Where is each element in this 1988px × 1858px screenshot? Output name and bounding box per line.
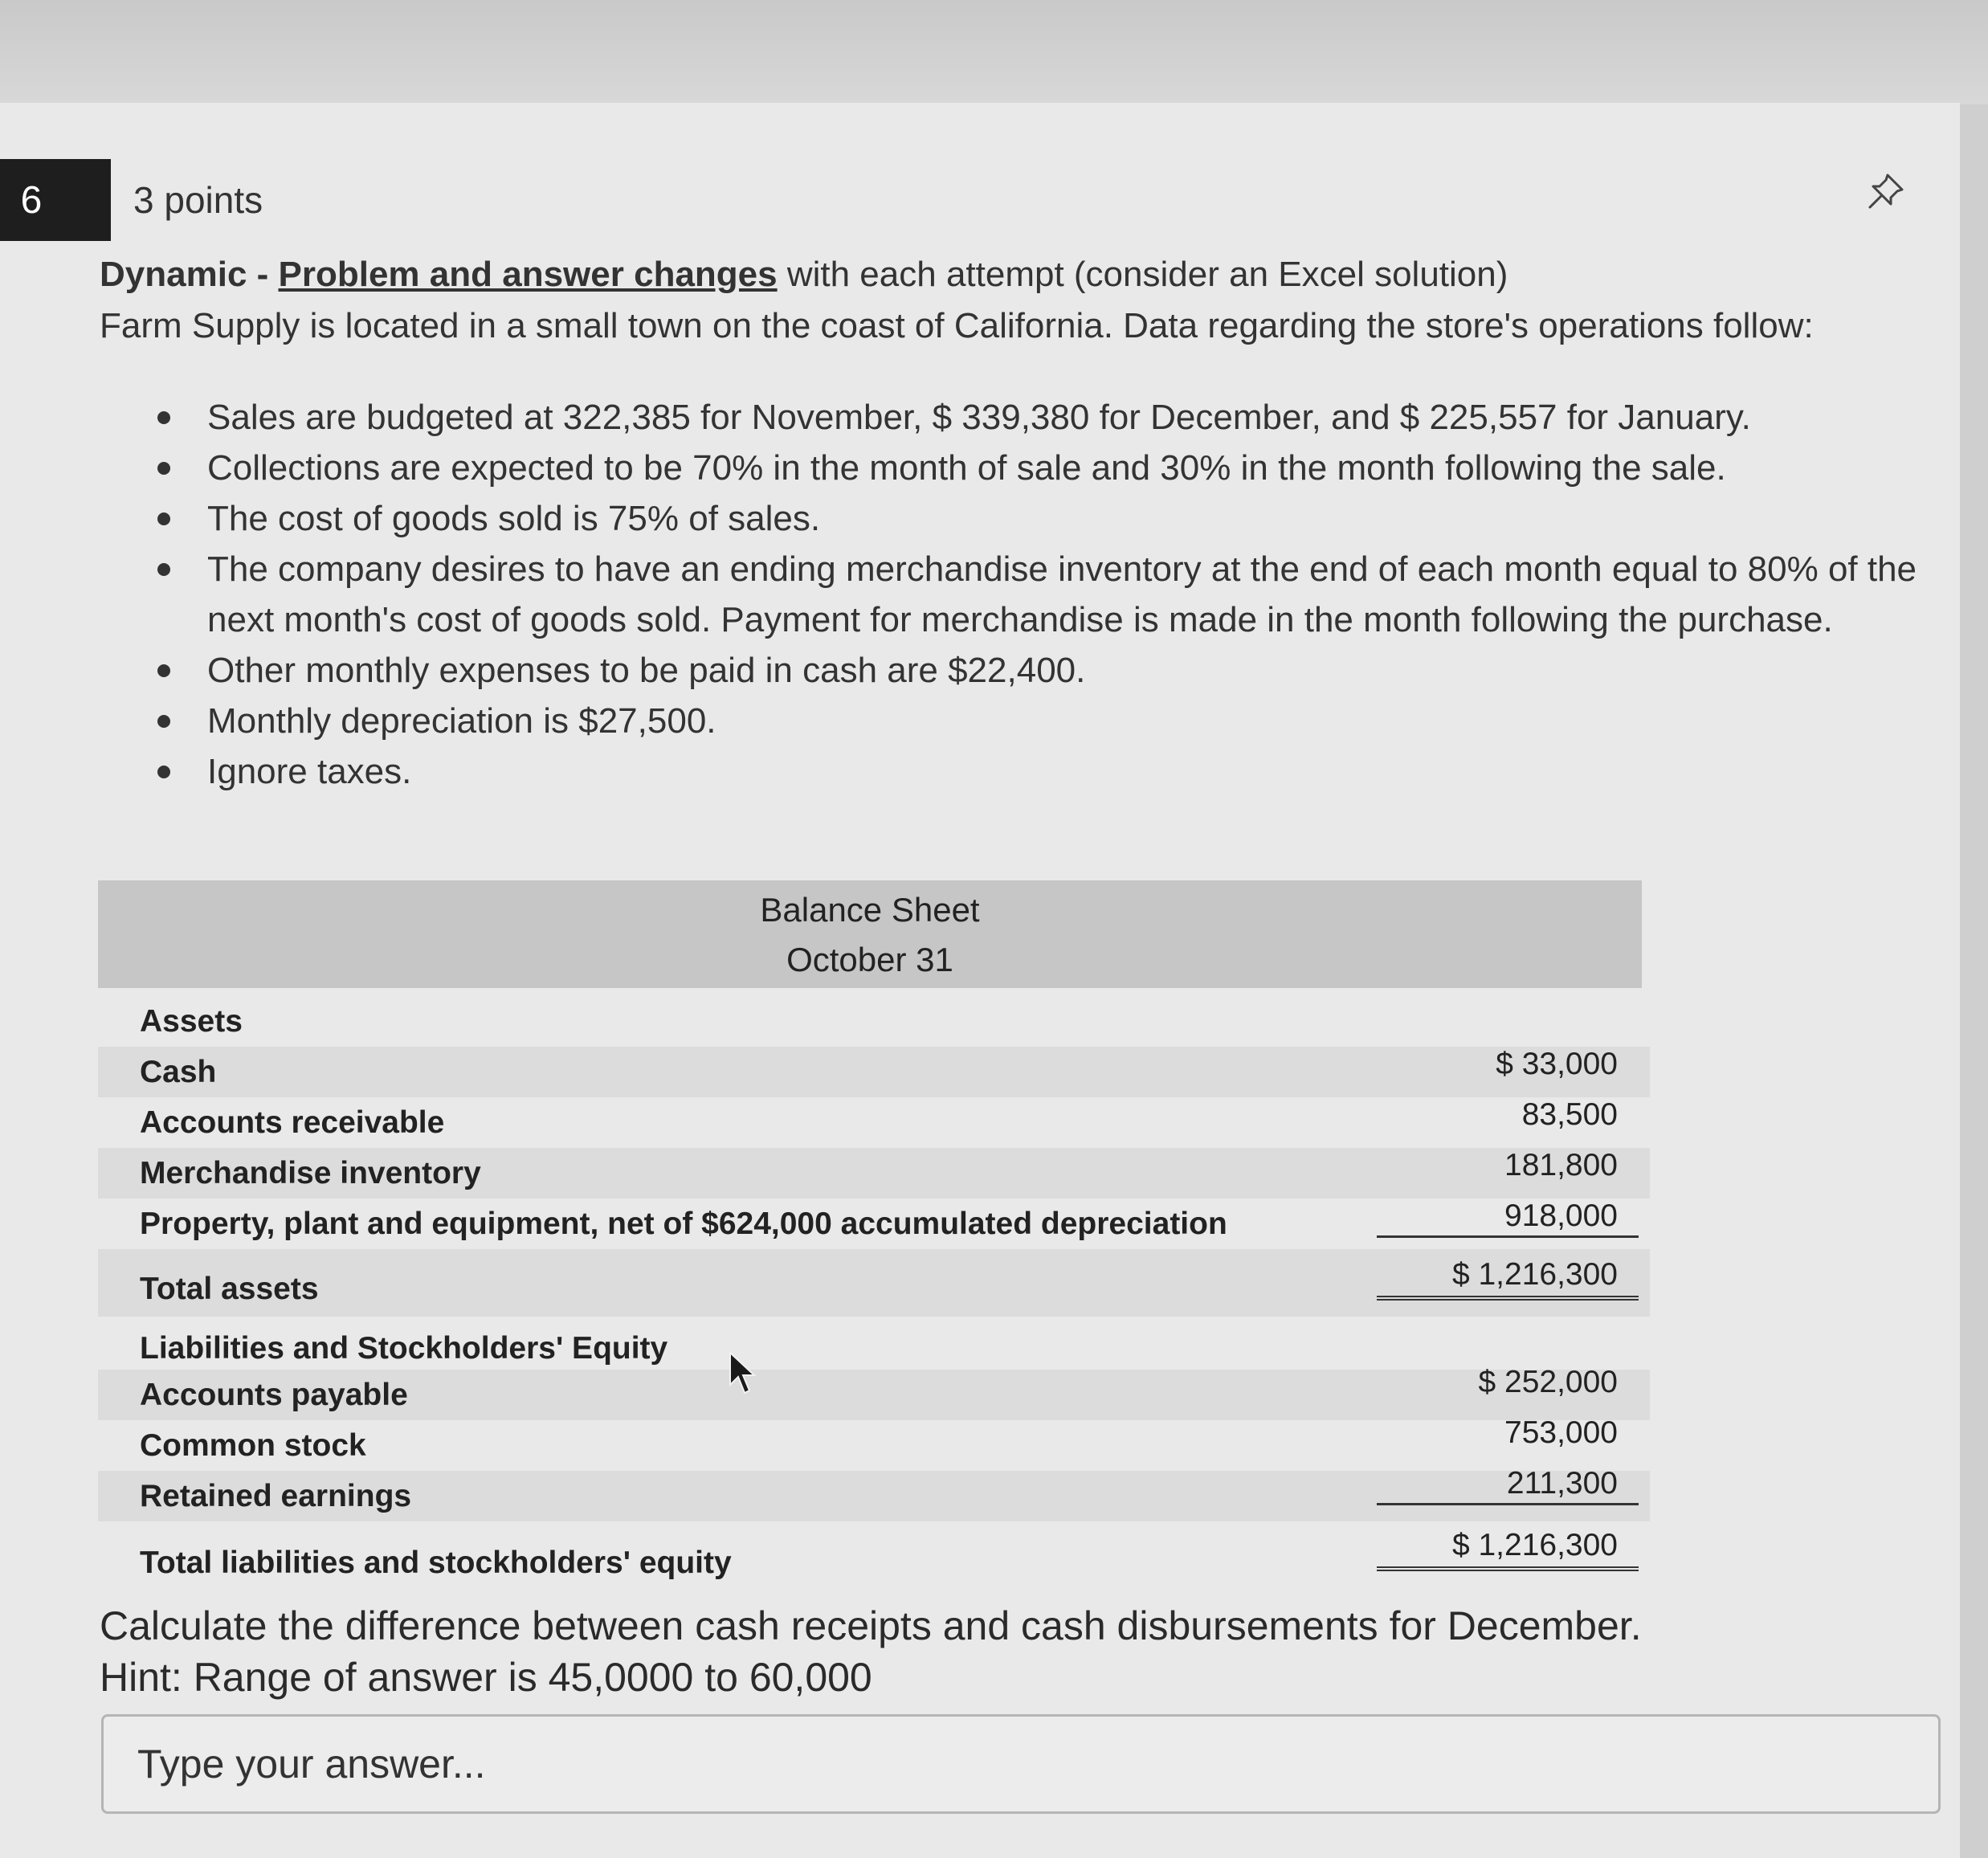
intro-prefix: Dynamic - <box>100 255 279 294</box>
table-row <box>98 1199 1650 1249</box>
table-row <box>98 1365 1650 1420</box>
screen-top-glare <box>0 0 1988 104</box>
list-item: Collections are expected to be 70% in the month of sale and 30% in the month following the sale. <box>153 443 1944 493</box>
row-label: Common stock <box>140 1428 366 1463</box>
row-label: Merchandise inventory <box>140 1156 481 1190</box>
table-row <box>98 1521 1650 1589</box>
row-amount: 918,000 <box>1377 1199 1639 1238</box>
total-assets-amount: $ 1,216,300 <box>1377 1257 1639 1301</box>
table-row <box>98 1148 1650 1199</box>
operations-data-list <box>153 392 1944 797</box>
question-prompt <box>100 1600 1642 1703</box>
answer-input[interactable] <box>101 1714 1941 1814</box>
balance-sheet-title: Balance Sheet <box>760 891 980 929</box>
intro-suffix: with each attempt (consider an Excel solution) <box>777 255 1508 294</box>
row-label: Accounts receivable <box>140 1105 445 1140</box>
row-label: Accounts payable <box>140 1378 408 1412</box>
list-item: The company desires to have an ending merchandise inventory at the end of each month equal to 80% of the next month's cost of goods sold. Payment for merchandise is made in the month following the purchase. <box>153 544 1944 645</box>
table-row <box>98 1047 1650 1097</box>
prompt-line: Calculate the difference between cash receipts and cash disbursements for December. <box>100 1603 1642 1648</box>
list-item: Other monthly expenses to be paid in cash are $22,400. <box>153 645 1944 696</box>
balance-sheet-header <box>98 880 1642 988</box>
table-row <box>98 1415 1650 1471</box>
row-amount: 83,500 <box>1521 1097 1618 1132</box>
row-amount: 181,800 <box>1504 1148 1618 1182</box>
table-row <box>98 1097 1650 1148</box>
question-number: 6 <box>0 159 111 241</box>
liabilities-heading: Liabilities and Stockholders' Equity <box>140 1331 668 1366</box>
row-amount: $ 252,000 <box>1478 1365 1618 1399</box>
row-label: Retained earnings <box>140 1479 412 1513</box>
table-row <box>98 1466 1650 1521</box>
total-assets-label: Total assets <box>140 1272 319 1306</box>
balance-sheet-table <box>98 996 1650 1589</box>
intro-line <box>100 249 1814 300</box>
list-item: Monthly depreciation is $27,500. <box>153 696 1944 746</box>
row-amount: $ 33,000 <box>1496 1047 1618 1081</box>
balance-sheet-date: October 31 <box>786 941 953 978</box>
table-row <box>98 1249 1650 1317</box>
row-amount: 753,000 <box>1504 1415 1618 1450</box>
pin-icon[interactable] <box>1863 169 1908 214</box>
table-row <box>98 1317 1650 1370</box>
list-item: Sales are budgeted at 322,385 for November, $ 339,380 for December, and $ 225,557 for January. <box>153 392 1944 443</box>
total-liabilities-label: Total liabilities and stockholders' equity <box>140 1546 732 1580</box>
row-label: Property, plant and equipment, net of $624,000 accumulated depreciation <box>140 1207 1227 1241</box>
question-points: 3 points <box>133 179 263 221</box>
total-liabilities-amount: $ 1,216,300 <box>1377 1528 1639 1571</box>
question-description: Farm Supply is located in a small town on the coast of California. Data regarding the store's operations follow: <box>100 306 1814 345</box>
row-amount: 211,300 <box>1377 1466 1639 1505</box>
list-item: The cost of goods sold is 75% of sales. <box>153 493 1944 544</box>
hint-line: Hint: Range of answer is 45,0000 to 60,000 <box>100 1655 872 1700</box>
question-intro <box>100 249 1814 352</box>
row-label: Cash <box>140 1055 217 1089</box>
mouse-cursor-icon <box>727 1350 759 1398</box>
table-row <box>98 996 1650 1047</box>
problem-changes-link[interactable]: Problem and answer changes <box>278 255 778 294</box>
list-item: Ignore taxes. <box>153 746 1944 797</box>
assets-heading: Assets <box>140 1004 243 1039</box>
